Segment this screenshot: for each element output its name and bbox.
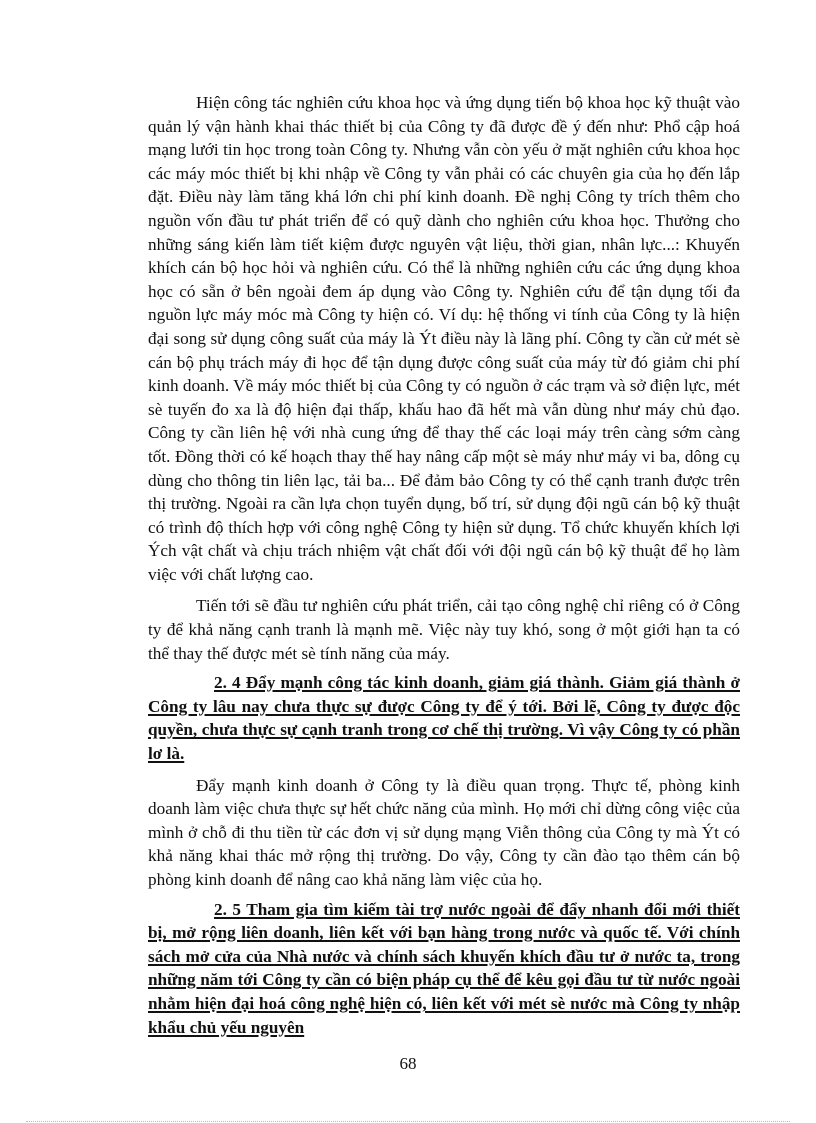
paragraph-research: Hiện công tác nghiên cứu khoa học và ứng dụng tiến bộ khoa học kỹ thuật vào quản lý vận hành khai thác thiết bị của Công ty đã được đề ý đến như: Phổ cập hoá mạng lưới tin học trong toàn Công ty. Nhưng vẫn còn yếu ở mặt nghiên cứu khoa học các máy móc thiết bị khi nhập về Công ty vẫn phải có các chuyên gia của họ đến lắp đặt. Điều này làm tăng khá lớn chi phí kinh doanh. Đề nghị Công ty trích thêm cho nguồn vốn đầu tư phát triển để có quỹ dành cho nghiên cứu khoa học. Thưởng cho những sáng kiến làm tiết kiệm được nguyên vật liệu, thời gian, nhân lực...: Khuyến khích cán bộ học hỏi và nghiên cứu. Có thể là những nghiên cứu các ứng dụng khoa học có sẵn ở bên ngoài đem áp dụng vào Công ty. Nghiên cứu để tận dụng tối đa nguồn lực máy móc mà Công ty hiện có. Ví dụ: hệ thống vi tính của Công ty là hiện đại song sử dụng công suất của máy là Ýt điều này là lãng phí. Công ty cần cử mét sè cán bộ phụ trách máy đi học để tận dụng được công suất của máy từ đó giảm chi phí kinh doanh. Về máy móc thiết bị của Công ty có nguồn ở các trạm và sở điện lực, mét sè tuyến đo xa là độ hiện đại thấp, khấu hao đã hết mà vẫn dùng như máy chủ đạo. Công ty cần liên hệ với nhà cung ứng để thay thế các loại máy trên càng sớm càng tốt. Đồng thời có kế hoạch thay thế hay nâng cấp một sè máy như máy vi ba, dông cụ dùng cho thông tin liên lạc, tải ba... Để đảm bảo Công ty có thể cạnh tranh được trên thị trường. Ngoài ra cần lựa chọn tuyển dụng, bố trí, sử dụng đội ngũ cán bộ kỹ thuật có trình độ thích hợp với công nghệ Công ty hiện sử dụng. Tổ chức khuyến khích lợi Ých vật chất và chịu trách nhiệm vật chất đối với đội ngũ cán bộ kỹ thuật để họ làm việc với chất lượng cao.	[148, 93, 740, 584]
paragraph-business: Đẩy mạnh kinh doanh ở Công ty là điều quan trọng. Thực tế, phòng kinh doanh làm việc chưa thực sự hết chức năng của mình. Họ mới chỉ dừng công việc của mình ở chỗ đi thu tiền từ các đơn vị sử dụng mạng Viễn thông của Công ty mà Ýt có khả năng khai thác mở rộng thị trường. Do vậy, Công ty cần đào tạo thêm cán bộ phòng kinh doanh để nâng cao khả năng làm việc của họ.	[148, 775, 740, 889]
section-heading-2-4: 2. 4 Đẩy mạnh công tác kinh doanh, giảm giá thành. Giảm giá thành ở Công ty lâu nay chưa thực sự được Công ty để ý tới. Bởi lẽ, Công ty được độc quyền, chưa thực sự cạnh tranh trong cơ chế thị trường. Vì vậy Công ty có phần lơ là.	[148, 673, 740, 764]
section-heading-2-5: 2. 5 Tham gia tìm kiếm tài trợ nước ngoài để đẩy nhanh đổi mới thiết bị, mở rộng liên doanh, liên kết với bạn hàng trong nước và quốc tế. Với chính sách mở cửa của Nhà nước và chính sách khuyến khích đầu tư ở nước ta, trong những năm tới Công ty cần có biện pháp cụ thể để kêu gọi đầu tư từ nước ngoài nhằm hiện đại hoá công nghệ hiện có, liên kết với mét sè nước mà Công ty nhập khẩu chủ yếu nguyên	[148, 899, 740, 1037]
page-number: 68	[399, 1054, 417, 1073]
body-text	[148, 91, 740, 1039]
paragraph-future-investment: Tiến tới sẽ đầu tư nghiên cứu phát triển, cải tạo công nghệ chỉ riêng có ở Công ty để khả năng cạnh tranh là mạnh mẽ. Việc này tuy khó, song ở một giới hạn ta có thể thay thế được mét sè tính năng của máy.	[148, 596, 740, 663]
page-bottom-divider	[26, 1121, 790, 1122]
